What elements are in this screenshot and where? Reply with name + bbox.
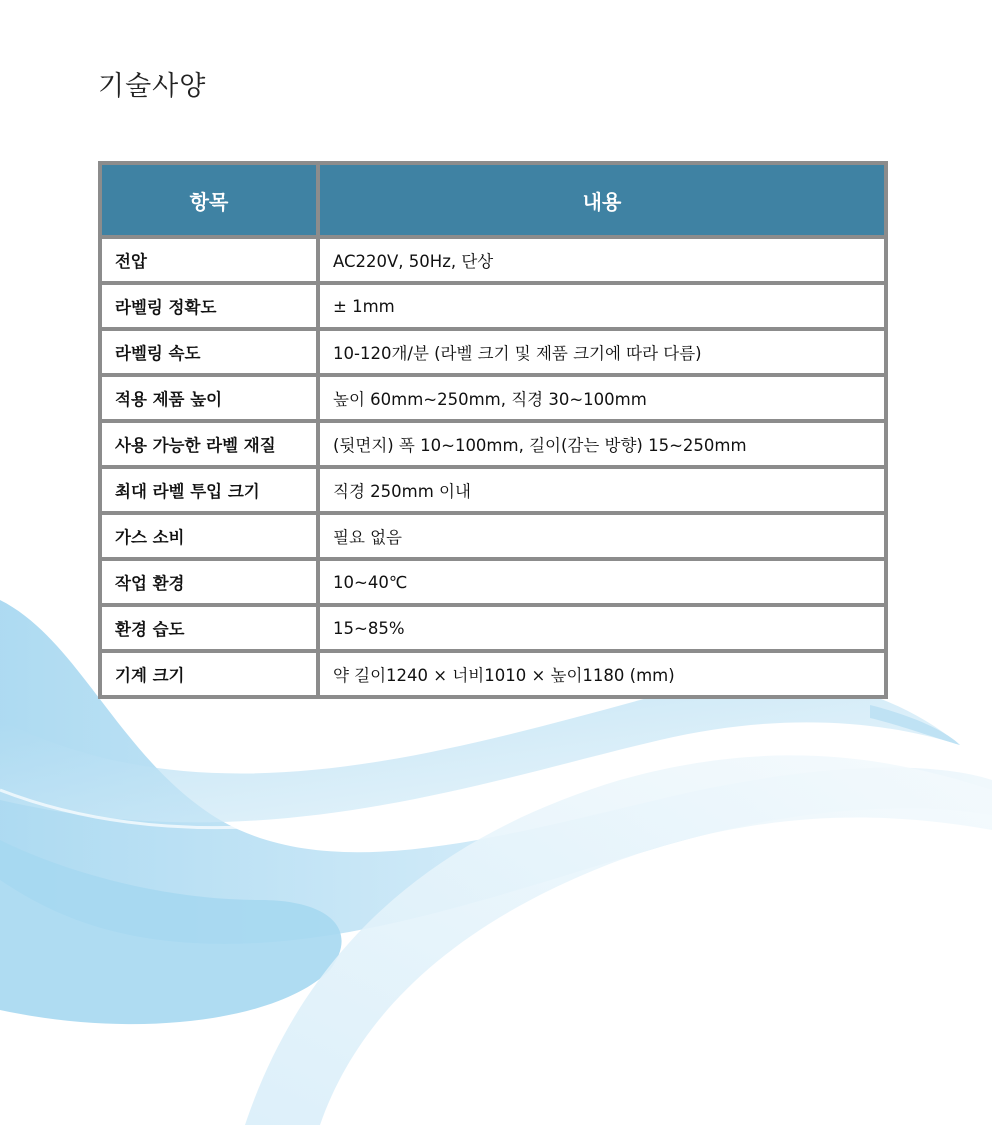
row-value: AC220V, 50Hz, 단상 xyxy=(318,237,886,283)
row-label: 전압 xyxy=(100,237,318,283)
header-item: 항목 xyxy=(100,163,318,237)
row-label: 기계 크기 xyxy=(100,651,318,697)
row-value: 직경 250mm 이내 xyxy=(318,467,886,513)
table-header-row xyxy=(100,163,886,237)
table-row xyxy=(100,283,886,329)
table-row xyxy=(100,375,886,421)
row-value: ± 1mm xyxy=(318,283,886,329)
table-row xyxy=(100,467,886,513)
row-value: 15~85% xyxy=(318,605,886,651)
row-label: 작업 환경 xyxy=(100,559,318,605)
row-label: 라벨링 속도 xyxy=(100,329,318,375)
table-row xyxy=(100,513,886,559)
row-label: 가스 소비 xyxy=(100,513,318,559)
row-value: 10-120개/분 (라벨 크기 및 제품 크기에 따라 다름) xyxy=(318,329,886,375)
table-row xyxy=(100,421,886,467)
table-row xyxy=(100,651,886,697)
header-content: 내용 xyxy=(318,163,886,237)
table-row xyxy=(100,329,886,375)
row-value: 10~40℃ xyxy=(318,559,886,605)
row-value: 높이 60mm~250mm, 직경 30~100mm xyxy=(318,375,886,421)
row-label: 최대 라벨 투입 크기 xyxy=(100,467,318,513)
row-label: 사용 가능한 라벨 재질 xyxy=(100,421,318,467)
row-value: 약 길이1240 × 너비1010 × 높이1180 (mm) xyxy=(318,651,886,697)
row-label: 적용 제품 높이 xyxy=(100,375,318,421)
row-value: 필요 없음 xyxy=(318,513,886,559)
row-label: 환경 습도 xyxy=(100,605,318,651)
spec-table xyxy=(98,161,888,699)
row-label: 라벨링 정확도 xyxy=(100,283,318,329)
page-title: 기술사양 xyxy=(98,71,207,102)
row-value: (뒷면지) 폭 10~100mm, 길이(감는 방향) 15~250mm xyxy=(318,421,886,467)
table-row xyxy=(100,237,886,283)
table-row xyxy=(100,605,886,651)
table-row xyxy=(100,559,886,605)
